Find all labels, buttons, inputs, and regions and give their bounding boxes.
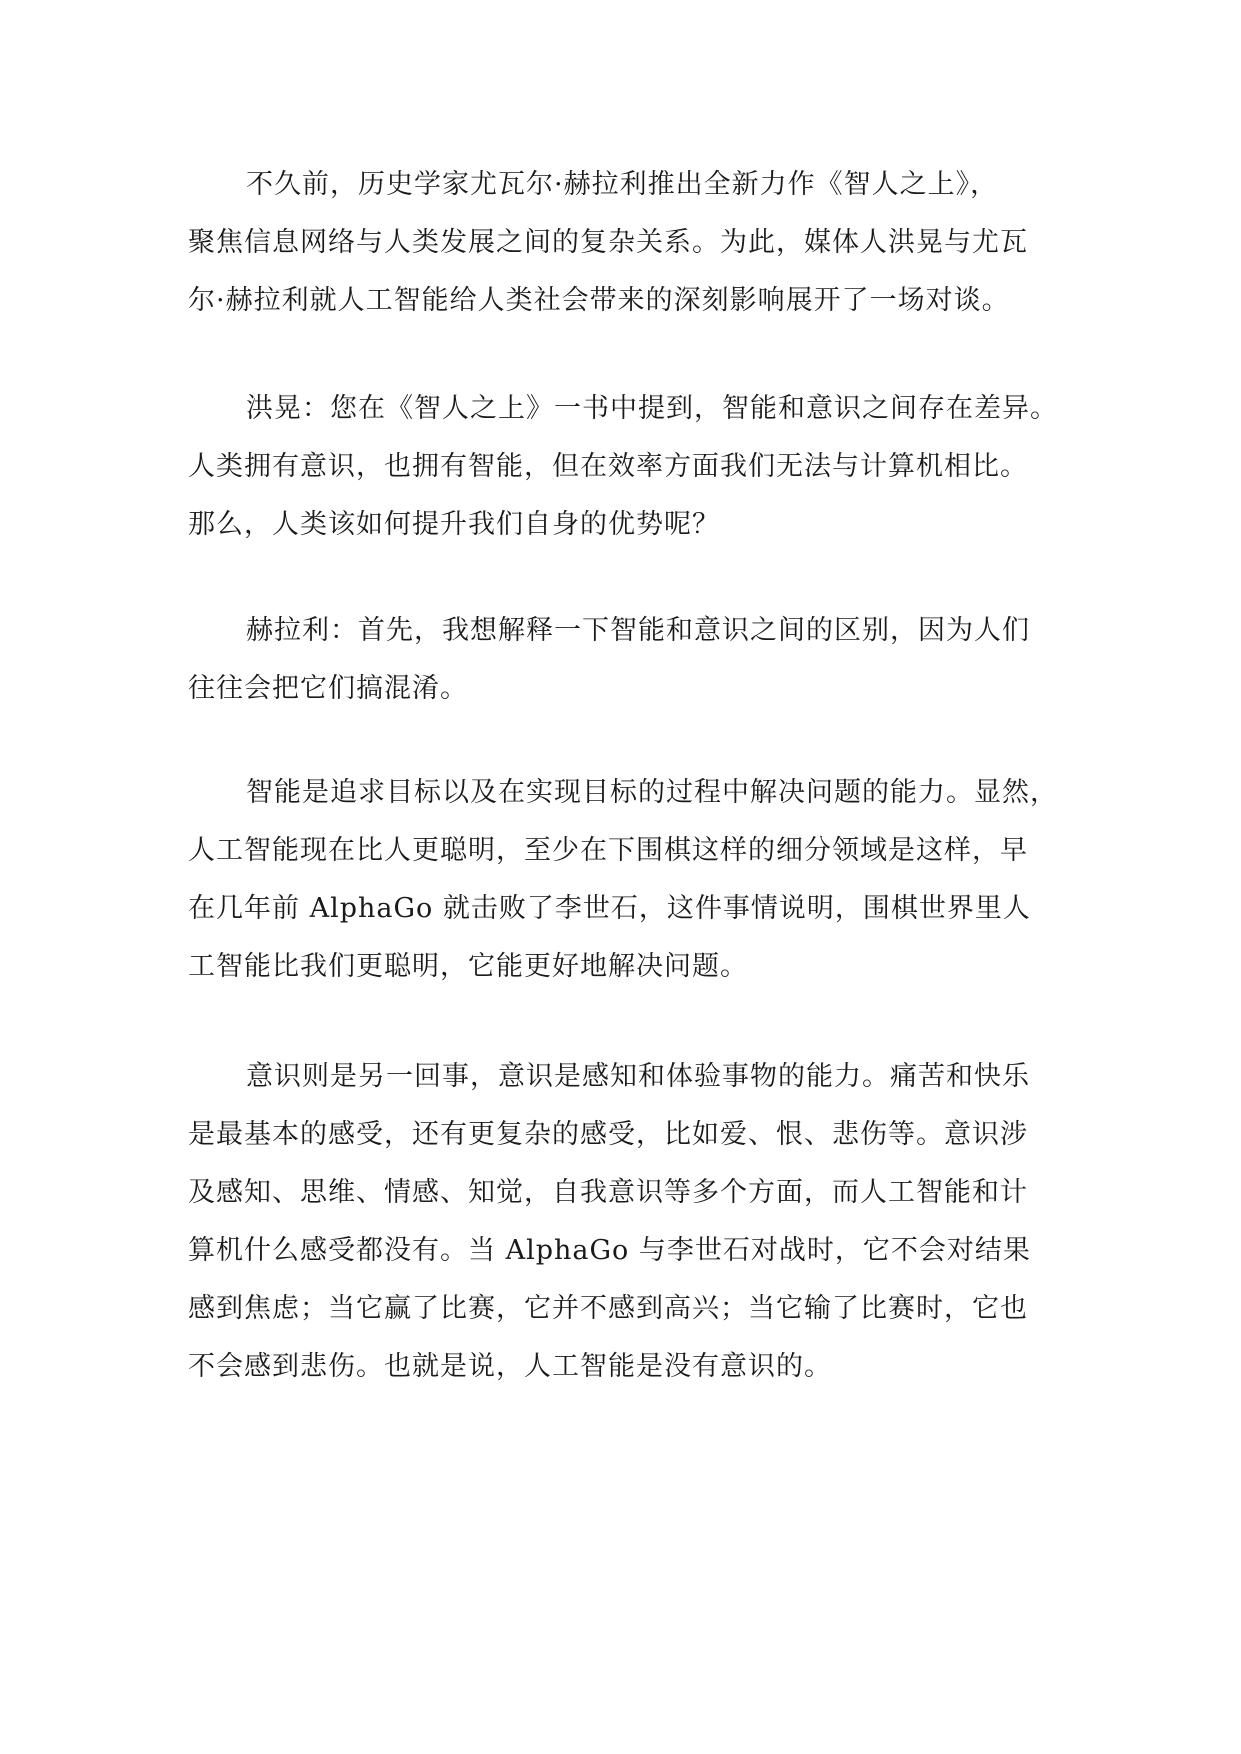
- text-line: 及感知、思维、情感、知觉，自我意识等多个方面，而人工智能和计: [188, 1177, 1028, 1208]
- text-line: 那么，人类该如何提升我们自身的优势呢？: [188, 509, 720, 540]
- text-line: 不会感到悲伤。也就是说，人工智能是没有意识的。: [188, 1351, 832, 1382]
- text-line: 人类拥有意识，也拥有智能，但在效率方面我们无法与计算机相比。: [188, 451, 1028, 482]
- text-line: 在几年前 AlphaGo 就击败了李世石，这件事情说明，围棋世界里人: [188, 893, 1031, 924]
- text-line: 工智能比我们更聪明，它能更好地解决问题。: [188, 951, 748, 982]
- text-line: 感到焦虑；当它赢了比赛，它并不感到高兴；当它输了比赛时，它也: [188, 1293, 1028, 1324]
- text-line: 往往会把它们搞混淆。: [188, 673, 468, 704]
- text-line: 智能是追求目标以及在实现目标的过程中解决问题的能力。显然，: [246, 777, 1058, 808]
- text-line: 洪晃：您在《智人之上》一书中提到，智能和意识之间存在差异。: [246, 393, 1058, 424]
- text-line: 不久前，历史学家尤瓦尔·赫拉利推出全新力作《智人之上》，: [246, 169, 999, 200]
- text-line: 尔·赫拉利就人工智能给人类社会带来的深刻影响展开了一场对谈。: [188, 285, 1010, 316]
- paragraph-question: [188, 380, 1068, 554]
- paragraph-consciousness: [188, 1048, 1068, 1396]
- paragraph-answer-intro: [188, 602, 1068, 718]
- text-line: 意识则是另一回事，意识是感知和体验事物的能力。痛苦和快乐: [246, 1061, 1030, 1092]
- paragraph-intro: [188, 156, 1068, 330]
- text-line: 算机什么感受都没有。当 AlphaGo 与李世石对战时，它不会对结果: [188, 1235, 1031, 1266]
- text-line: 人工智能现在比人更聪明，至少在下围棋这样的细分领域是这样，早: [188, 835, 1028, 866]
- text-line: 赫拉利：首先，我想解释一下智能和意识之间的区别，因为人们: [246, 615, 1030, 646]
- text-line: 是最基本的感受，还有更复杂的感受，比如爱、恨、悲伤等。意识涉: [188, 1119, 1028, 1150]
- text-line: 聚焦信息网络与人类发展之间的复杂关系。为此，媒体人洪晃与尤瓦: [188, 227, 1028, 258]
- paragraph-intelligence: [188, 764, 1068, 996]
